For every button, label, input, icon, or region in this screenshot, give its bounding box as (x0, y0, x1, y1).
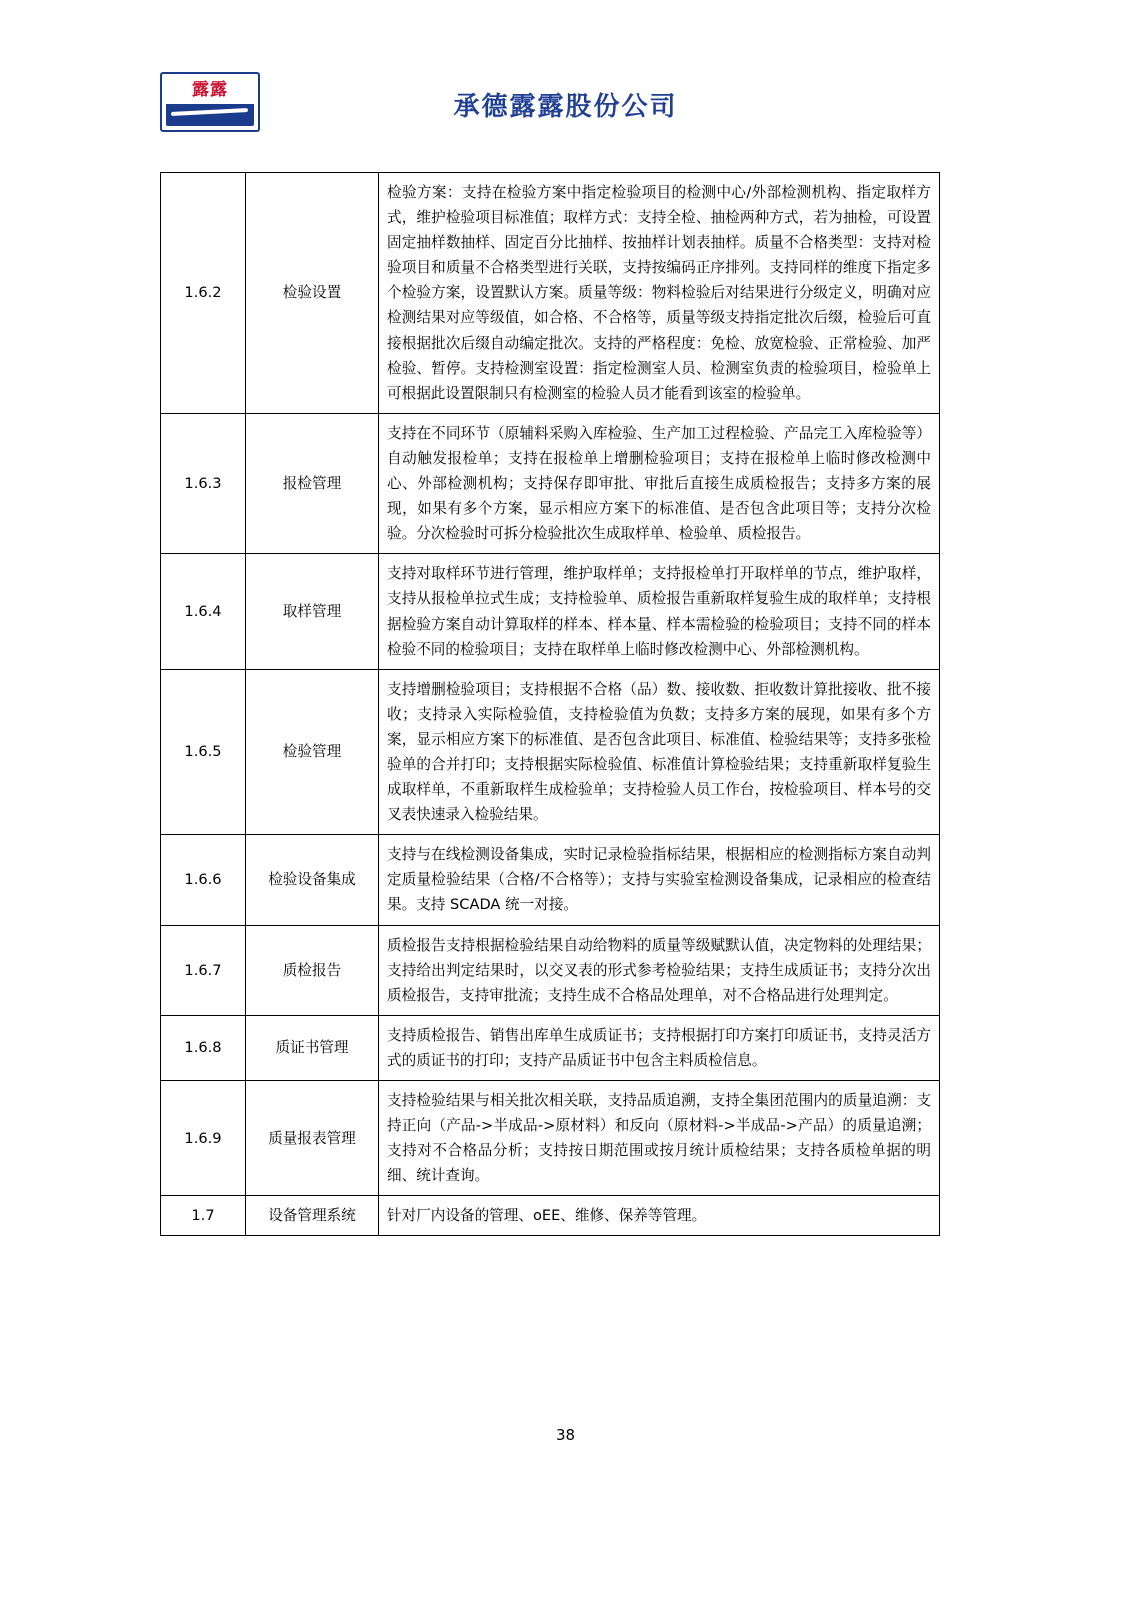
row-description: 质检报告支持根据检验结果自动给物料的质量等级赋默认值，决定物料的处理结果；支持给出判定结果时，以交叉表的形式参考检验结果；支持生成质证书；支持分次出质检报告，支持审批流；支持生成不合格品处理单，对不合格品进行处理判定。 (379, 925, 940, 1015)
row-number: 1.6.8 (161, 1015, 246, 1080)
table-row (161, 554, 940, 669)
row-description: 检验方案：支持在检验方案中指定检验项目的检测中心/外部检测机构、指定取样方式，维护检验项目标准值；取样方式：支持全检、抽检两种方式，若为抽检，可设置固定抽样数抽样、固定百分比抽样、按抽样计划表抽样。质量不合格类型：支持对检验项目和质量不合格类型进行关联，支持按编码正序排列。支持同样的维度下指定多个检验方案，设置默认方案。质量等级：物料检验后对结果进行分级定义，明确对应检测结果对应等级值，如合格、不合格等，质量等级支持指定批次后缀，检验后可直接根据批次后缀自动编定批次。支持的严格程度：免检、放宽检验、正常检验、加严检验、暂停。支持检测室设置：指定检测室人员、检测室负责的检验项目，检验单上可根据此设置限制只有检测室的检验人员才能看到该室的检验单。 (379, 173, 940, 414)
row-number: 1.7 (161, 1196, 246, 1236)
table-row (161, 413, 940, 553)
table-row (161, 925, 940, 1015)
row-name: 检验管理 (246, 669, 379, 835)
row-description: 支持检验结果与相关批次相关联，支持品质追溯，支持全集团范围内的质量追溯：支持正向（产品->半成品->原材料）和反向（原材料->半成品->产品）的质量追溯；支持对不合格品分析；支持按日期范围或按月统计质检结果；支持各质检单据的明细、统计查询。 (379, 1081, 940, 1196)
row-name: 质证书管理 (246, 1015, 379, 1080)
table-row (161, 1196, 940, 1236)
row-name: 检验设备集成 (246, 835, 379, 925)
page-number: 38 (555, 1426, 576, 1444)
row-description: 支持质检报告、销售出库单生成质证书；支持根据打印方案打印质证书，支持灵活方式的质证书的打印；支持产品质证书中包含主料质检信息。 (379, 1015, 940, 1080)
table-row (161, 669, 940, 835)
row-number: 1.6.2 (161, 173, 246, 414)
row-name: 设备管理系统 (246, 1196, 379, 1236)
page-header (0, 62, 1131, 132)
row-number: 1.6.4 (161, 554, 246, 669)
row-description: 针对厂内设备的管理、oEE、维修、保养等管理。 (379, 1196, 940, 1236)
table-row (161, 1081, 940, 1196)
row-number: 1.6.6 (161, 835, 246, 925)
row-number: 1.6.3 (161, 413, 246, 553)
company-title: 承德露露股份公司 (453, 92, 678, 122)
row-description: 支持对取样环节进行管理，维护取样单；支持报检单打开取样单的节点，维护取样，支持从报检单拉式生成；支持检验单、质检报告重新取样复验生成的取样单；支持根据检验方案自动计算取样的样本、样本量、样本需检验的检验项目；支持不同的样本检验不同的检验项目；支持在取样单上临时修改检测中心、外部检测机构。 (379, 554, 940, 669)
row-name: 取样管理 (246, 554, 379, 669)
row-name: 检验设置 (246, 173, 379, 414)
row-number: 1.6.9 (161, 1081, 246, 1196)
requirements-table (160, 172, 940, 1236)
table-body (161, 173, 940, 1236)
table-row (161, 835, 940, 925)
row-name: 报检管理 (246, 413, 379, 553)
logo-text: 露露 (192, 79, 228, 100)
row-description: 支持在不同环节（原辅料采购入库检验、生产加工过程检验、产品完工入库检验等）自动触发报检单；支持在报检单上增删检验项目；支持在报检单上临时修改检测中心、外部检测机构；支持保存即审批、审批后直接生成质检报告；支持多方案的展现，如果有多个方案，显示相应方案下的标准值、是否包含此项目等；支持分次检验。分次检验时可拆分检验批次生成取样单、检验单、质检报告。 (379, 413, 940, 553)
row-number: 1.6.7 (161, 925, 246, 1015)
table-row (161, 1015, 940, 1080)
row-description: 支持增删检验项目；支持根据不合格（品）数、接收数、拒收数计算批接收、批不接收；支持录入实际检验值，支持检验值为负数；支持多方案的展现，如果有多个方案，显示相应方案下的标准值、是否包含此项目、标准值、检验结果等；支持多张检验单的合并打印；支持根据实际检验值、标准值计算检验结果；支持重新取样复验生成取样单，不重新取样生成检验单；支持检验人员工作台，按检验项目、样本号的交叉表快速录入检验结果。 (379, 669, 940, 835)
row-name: 质量报表管理 (246, 1081, 379, 1196)
row-name: 质检报告 (246, 925, 379, 1015)
row-description: 支持与在线检测设备集成，实时记录检验指标结果，根据相应的检测指标方案自动判定质量检验结果（合格/不合格等）；支持与实验室检测设备集成，记录相应的检查结果。支持 SCADA 统一对接。 (379, 835, 940, 925)
row-number: 1.6.5 (161, 669, 246, 835)
table-row (161, 173, 940, 414)
